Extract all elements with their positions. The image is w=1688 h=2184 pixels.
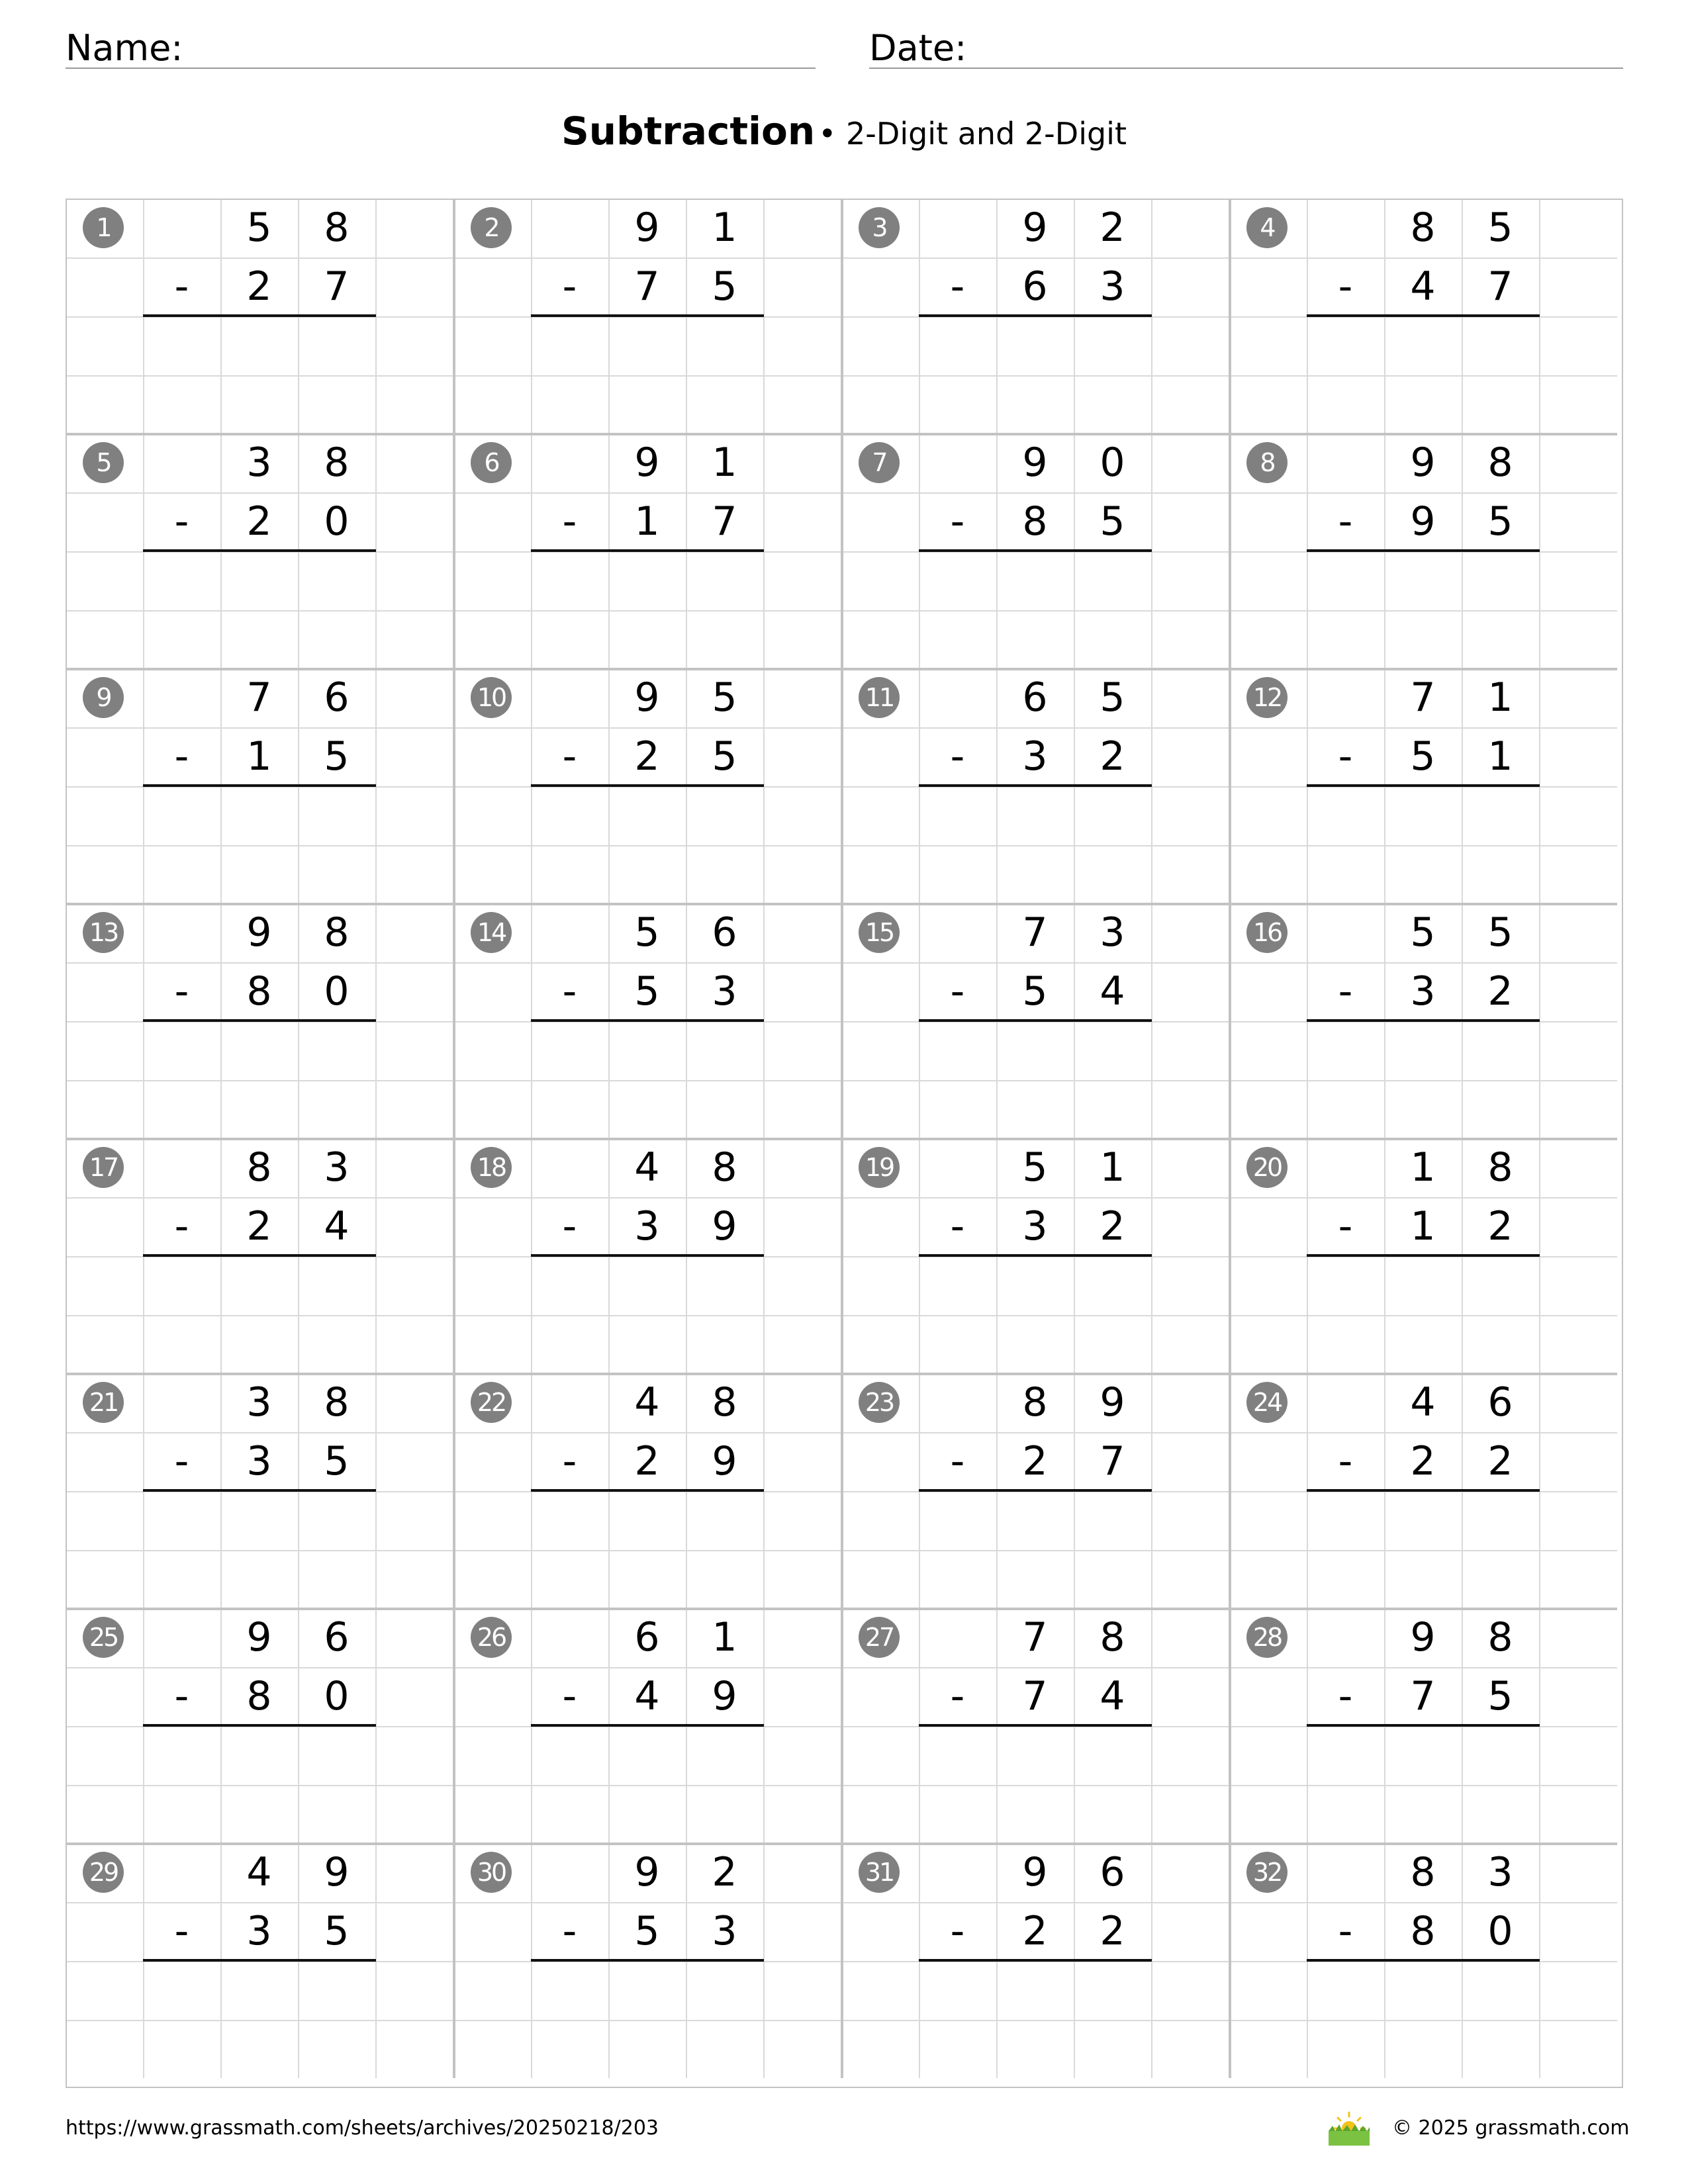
minuend-tens-digit: 3 [246, 1379, 272, 1426]
subtrahend-ones-digit: 3 [712, 1908, 737, 1954]
minuend-ones-digit: 3 [1487, 1849, 1513, 1895]
minuend-tens-digit: 4 [634, 1379, 660, 1426]
problem-8 [1229, 433, 1617, 668]
minus-sign: - [174, 968, 189, 1015]
minus-sign: - [174, 263, 189, 310]
answer-line [143, 1019, 376, 1022]
problem-number-badge: 12 [1246, 677, 1288, 718]
minuend-ones-digit: 8 [324, 909, 350, 956]
subtrahend-tens-digit: 3 [246, 1908, 272, 1954]
problem-21 [66, 1373, 453, 1608]
answer-line [919, 314, 1152, 317]
answer-line [531, 1724, 764, 1727]
name-write-line [66, 68, 816, 69]
minus-sign: - [950, 1673, 965, 1719]
problem-7 [841, 433, 1229, 668]
minuend-ones-digit: 1 [1487, 674, 1513, 721]
minuend-ones-digit: 6 [1487, 1379, 1513, 1426]
subtrahend-ones-digit: 7 [712, 498, 737, 545]
subtrahend-ones-digit: 9 [712, 1673, 737, 1719]
subtrahend-ones-digit: 2 [1487, 968, 1513, 1015]
answer-line [143, 314, 376, 317]
subtrahend-ones-digit: 3 [712, 968, 737, 1015]
problem-number-badge: 1 [83, 207, 124, 248]
minus-sign: - [1338, 1908, 1353, 1954]
subtrahend-ones-digit: 9 [712, 1203, 737, 1250]
minuend-ones-digit: 1 [712, 439, 737, 486]
subtrahend-tens-digit: 5 [634, 968, 660, 1015]
subtrahend-ones-digit: 5 [712, 733, 737, 780]
minuend-ones-digit: 8 [324, 439, 350, 486]
minuend-tens-digit: 9 [634, 674, 660, 721]
answer-line [919, 1724, 1152, 1727]
subtrahend-tens-digit: 7 [634, 263, 660, 310]
minuend-ones-digit: 3 [324, 1144, 350, 1191]
answer-line [1307, 784, 1540, 787]
subtrahend-tens-digit: 3 [1410, 968, 1436, 1015]
minus-sign: - [950, 968, 965, 1015]
minuend-ones-digit: 8 [1487, 1144, 1513, 1191]
problem-number-badge: 27 [859, 1617, 900, 1658]
answer-line [143, 784, 376, 787]
problem-number-badge: 23 [859, 1382, 900, 1423]
minus-sign: - [950, 1438, 965, 1484]
minus-sign: - [1338, 1673, 1353, 1719]
subtrahend-ones-digit: 2 [1487, 1203, 1513, 1250]
answer-line [1307, 1019, 1540, 1022]
answer-line [1307, 549, 1540, 552]
subtrahend-ones-digit: 4 [324, 1203, 350, 1250]
subtrahend-tens-digit: 3 [634, 1203, 660, 1250]
subtrahend-tens-digit: 6 [1022, 263, 1048, 310]
minuend-ones-digit: 1 [712, 205, 737, 251]
minuend-tens-digit: 9 [1410, 1614, 1436, 1661]
answer-line [143, 1489, 376, 1492]
answer-line [531, 1489, 764, 1492]
minus-sign: - [562, 498, 577, 545]
subtrahend-ones-digit: 4 [1100, 1673, 1125, 1719]
minuend-tens-digit: 1 [1410, 1144, 1436, 1191]
subtrahend-tens-digit: 8 [246, 968, 272, 1015]
minuend-tens-digit: 9 [634, 205, 660, 251]
minus-sign: - [1338, 498, 1353, 545]
minuend-tens-digit: 9 [1410, 439, 1436, 486]
minuend-ones-digit: 8 [1487, 1614, 1513, 1661]
minuend-tens-digit: 5 [1022, 1144, 1048, 1191]
answer-line [919, 1489, 1152, 1492]
problem-25 [66, 1608, 453, 1843]
answer-line [919, 1254, 1152, 1257]
date-label: Date: [869, 27, 967, 69]
minuend-ones-digit: 8 [712, 1144, 737, 1191]
problem-24 [1229, 1373, 1617, 1608]
minus-sign: - [950, 1908, 965, 1954]
problem-number-badge: 22 [471, 1382, 512, 1423]
subtrahend-ones-digit: 0 [324, 498, 350, 545]
worksheet-title [0, 105, 1688, 167]
minuend-tens-digit: 9 [1022, 1849, 1048, 1895]
minuend-tens-digit: 7 [1022, 909, 1048, 956]
minuend-ones-digit: 9 [324, 1849, 350, 1895]
subtrahend-ones-digit: 3 [1100, 263, 1125, 310]
answer-line [531, 1019, 764, 1022]
minuend-tens-digit: 9 [634, 1849, 660, 1895]
subtrahend-ones-digit: 5 [324, 733, 350, 780]
problem-6 [453, 433, 841, 668]
answer-line [919, 549, 1152, 552]
minus-sign: - [950, 1203, 965, 1250]
problem-number-badge: 24 [1246, 1382, 1288, 1423]
subtrahend-tens-digit: 2 [1022, 1438, 1048, 1484]
minuend-tens-digit: 6 [1022, 674, 1048, 721]
subtrahend-tens-digit: 3 [1022, 733, 1048, 780]
name-label: Name: [66, 27, 183, 69]
minus-sign: - [562, 1908, 577, 1954]
subtrahend-ones-digit: 7 [1487, 263, 1513, 310]
problem-number-badge: 30 [471, 1852, 512, 1893]
subtrahend-ones-digit: 0 [324, 1673, 350, 1719]
answer-line [919, 1959, 1152, 1962]
answer-line [531, 549, 764, 552]
minuend-ones-digit: 1 [712, 1614, 737, 1661]
title-subtitle: • 2-Digit and 2-Digit [818, 116, 1127, 152]
problem-5 [66, 433, 453, 668]
minuend-tens-digit: 8 [246, 1144, 272, 1191]
problem-22 [453, 1373, 841, 1608]
minuend-tens-digit: 8 [1022, 1379, 1048, 1426]
problem-number-badge: 7 [859, 442, 900, 483]
minuend-ones-digit: 6 [324, 674, 350, 721]
minuend-tens-digit: 4 [1410, 1379, 1436, 1426]
problem-2 [453, 199, 841, 433]
minuend-tens-digit: 9 [246, 909, 272, 956]
answer-line [531, 1254, 764, 1257]
subtrahend-tens-digit: 1 [246, 733, 272, 780]
problem-17 [66, 1138, 453, 1373]
subtrahend-tens-digit: 1 [634, 498, 660, 545]
problem-number-badge: 5 [83, 442, 124, 483]
problem-28 [1229, 1608, 1617, 1843]
problem-number-badge: 26 [471, 1617, 512, 1658]
problem-29 [66, 1843, 453, 2078]
answer-line [143, 549, 376, 552]
minuend-ones-digit: 9 [1100, 1379, 1125, 1426]
answer-line [1307, 1254, 1540, 1257]
title-main: Subtraction [561, 109, 816, 154]
problem-number-badge: 9 [83, 677, 124, 718]
minus-sign: - [950, 733, 965, 780]
minus-sign: - [174, 1438, 189, 1484]
minus-sign: - [1338, 968, 1353, 1015]
subtrahend-ones-digit: 5 [712, 263, 737, 310]
subtrahend-tens-digit: 5 [634, 1908, 660, 1954]
subtrahend-tens-digit: 5 [1022, 968, 1048, 1015]
minus-sign: - [174, 1203, 189, 1250]
problem-grid [66, 199, 1623, 2088]
minus-sign: - [174, 733, 189, 780]
subtrahend-ones-digit: 1 [1487, 733, 1513, 780]
minus-sign: - [950, 263, 965, 310]
minuend-tens-digit: 7 [1022, 1614, 1048, 1661]
minuend-ones-digit: 0 [1100, 439, 1125, 486]
problem-3 [841, 199, 1229, 433]
minuend-ones-digit: 2 [1100, 205, 1125, 251]
answer-line [1307, 314, 1540, 317]
problem-12 [1229, 668, 1617, 903]
answer-line [1307, 1724, 1540, 1727]
problem-31 [841, 1843, 1229, 2078]
subtrahend-tens-digit: 4 [1410, 263, 1436, 310]
problem-number-badge: 2 [471, 207, 512, 248]
problem-30 [453, 1843, 841, 2078]
subtrahend-ones-digit: 5 [1487, 1673, 1513, 1719]
subtrahend-ones-digit: 7 [1100, 1438, 1125, 1484]
problem-number-badge: 20 [1246, 1147, 1288, 1188]
subtrahend-tens-digit: 8 [246, 1673, 272, 1719]
subtrahend-ones-digit: 9 [712, 1438, 737, 1484]
subtrahend-tens-digit: 2 [246, 498, 272, 545]
grass-sun-logo-icon [1326, 2109, 1372, 2148]
problem-number-badge: 25 [83, 1617, 124, 1658]
minuend-ones-digit: 8 [324, 1379, 350, 1426]
minuend-ones-digit: 8 [712, 1379, 737, 1426]
minuend-tens-digit: 6 [634, 1614, 660, 1661]
problem-15 [841, 903, 1229, 1138]
subtrahend-ones-digit: 7 [324, 263, 350, 310]
subtrahend-ones-digit: 0 [324, 968, 350, 1015]
subtrahend-ones-digit: 5 [324, 1908, 350, 1954]
subtrahend-ones-digit: 4 [1100, 968, 1125, 1015]
minuend-tens-digit: 5 [1410, 909, 1436, 956]
minus-sign: - [1338, 263, 1353, 310]
minuend-ones-digit: 6 [324, 1614, 350, 1661]
problem-number-badge: 31 [859, 1852, 900, 1893]
problem-number-badge: 14 [471, 912, 512, 953]
minuend-ones-digit: 1 [1100, 1144, 1125, 1191]
answer-line [143, 1254, 376, 1257]
subtrahend-ones-digit: 5 [1100, 498, 1125, 545]
minus-sign: - [562, 263, 577, 310]
problem-4 [1229, 199, 1617, 433]
minuend-ones-digit: 8 [324, 205, 350, 251]
problem-number-badge: 6 [471, 442, 512, 483]
minuend-ones-digit: 5 [1100, 674, 1125, 721]
subtrahend-tens-digit: 3 [1022, 1203, 1048, 1250]
problem-9 [66, 668, 453, 903]
problem-number-badge: 11 [859, 677, 900, 718]
answer-line [143, 1724, 376, 1727]
subtrahend-tens-digit: 2 [634, 1438, 660, 1484]
problem-number-badge: 28 [1246, 1617, 1288, 1658]
minus-sign: - [1338, 1203, 1353, 1250]
subtrahend-ones-digit: 5 [324, 1438, 350, 1484]
minuend-tens-digit: 9 [1022, 205, 1048, 251]
subtrahend-tens-digit: 2 [246, 263, 272, 310]
minus-sign: - [562, 968, 577, 1015]
problem-number-badge: 10 [471, 677, 512, 718]
problem-number-badge: 29 [83, 1852, 124, 1893]
subtrahend-tens-digit: 2 [246, 1203, 272, 1250]
minuend-tens-digit: 4 [246, 1849, 272, 1895]
subtrahend-tens-digit: 9 [1410, 498, 1436, 545]
subtrahend-tens-digit: 2 [634, 733, 660, 780]
problem-number-badge: 13 [83, 912, 124, 953]
subtrahend-ones-digit: 0 [1487, 1908, 1513, 1954]
footer-copyright: © 2025 grassmath.com [1392, 2116, 1630, 2140]
minuend-tens-digit: 9 [1022, 439, 1048, 486]
answer-line [1307, 1489, 1540, 1492]
problem-20 [1229, 1138, 1617, 1373]
subtrahend-ones-digit: 2 [1100, 1908, 1125, 1954]
minus-sign: - [562, 733, 577, 780]
minus-sign: - [950, 498, 965, 545]
minuend-ones-digit: 5 [1487, 909, 1513, 956]
minuend-tens-digit: 8 [1410, 205, 1436, 251]
subtrahend-tens-digit: 4 [634, 1673, 660, 1719]
problem-23 [841, 1373, 1229, 1608]
problem-13 [66, 903, 453, 1138]
problem-11 [841, 668, 1229, 903]
subtrahend-tens-digit: 7 [1022, 1673, 1048, 1719]
problem-number-badge: 16 [1246, 912, 1288, 953]
subtrahend-tens-digit: 3 [246, 1438, 272, 1484]
answer-line [143, 1959, 376, 1962]
problem-32 [1229, 1843, 1617, 2078]
problem-1 [66, 199, 453, 433]
minuend-tens-digit: 9 [634, 439, 660, 486]
minus-sign: - [562, 1203, 577, 1250]
minuend-ones-digit: 6 [712, 909, 737, 956]
answer-line [531, 1959, 764, 1962]
problem-number-badge: 15 [859, 912, 900, 953]
minus-sign: - [1338, 733, 1353, 780]
subtrahend-tens-digit: 5 [1410, 733, 1436, 780]
subtrahend-tens-digit: 2 [1022, 1908, 1048, 1954]
minuend-ones-digit: 5 [1487, 205, 1513, 251]
problem-number-badge: 8 [1246, 442, 1288, 483]
problem-number-badge: 17 [83, 1147, 124, 1188]
subtrahend-ones-digit: 2 [1487, 1438, 1513, 1484]
problem-14 [453, 903, 841, 1138]
subtrahend-tens-digit: 7 [1410, 1673, 1436, 1719]
minuend-tens-digit: 7 [1410, 674, 1436, 721]
problem-19 [841, 1138, 1229, 1373]
minuend-tens-digit: 9 [246, 1614, 272, 1661]
subtrahend-ones-digit: 5 [1487, 498, 1513, 545]
minuend-ones-digit: 8 [1100, 1614, 1125, 1661]
minus-sign: - [174, 1673, 189, 1719]
answer-line [531, 784, 764, 787]
minuend-tens-digit: 5 [246, 205, 272, 251]
minus-sign: - [174, 498, 189, 545]
problem-18 [453, 1138, 841, 1373]
problem-16 [1229, 903, 1617, 1138]
problem-number-badge: 21 [83, 1382, 124, 1423]
problem-27 [841, 1608, 1229, 1843]
subtrahend-tens-digit: 2 [1410, 1438, 1436, 1484]
minus-sign: - [174, 1908, 189, 1954]
problem-number-badge: 19 [859, 1147, 900, 1188]
minuend-ones-digit: 8 [1487, 439, 1513, 486]
answer-line [531, 314, 764, 317]
minuend-ones-digit: 6 [1100, 1849, 1125, 1895]
minus-sign: - [562, 1673, 577, 1719]
answer-line [1307, 1959, 1540, 1962]
minuend-tens-digit: 5 [634, 909, 660, 956]
minuend-tens-digit: 4 [634, 1144, 660, 1191]
minus-sign: - [562, 1438, 577, 1484]
subtrahend-ones-digit: 2 [1100, 733, 1125, 780]
subtrahend-tens-digit: 8 [1022, 498, 1048, 545]
minus-sign: - [1338, 1438, 1353, 1484]
minuend-tens-digit: 3 [246, 439, 272, 486]
problem-number-badge: 3 [859, 207, 900, 248]
subtrahend-ones-digit: 2 [1100, 1203, 1125, 1250]
date-write-line [869, 68, 1623, 69]
minuend-tens-digit: 8 [1410, 1849, 1436, 1895]
minuend-ones-digit: 2 [712, 1849, 737, 1895]
footer-url: https://www.grassmath.com/sheets/archives/20250218/203 [66, 2116, 659, 2140]
subtrahend-tens-digit: 1 [1410, 1203, 1436, 1250]
problem-10 [453, 668, 841, 903]
problem-number-badge: 18 [471, 1147, 512, 1188]
problem-number-badge: 4 [1246, 207, 1288, 248]
answer-line [919, 784, 1152, 787]
answer-line [919, 1019, 1152, 1022]
problem-number-badge: 32 [1246, 1852, 1288, 1893]
problem-26 [453, 1608, 841, 1843]
minuend-ones-digit: 3 [1100, 909, 1125, 956]
minuend-tens-digit: 7 [246, 674, 272, 721]
minuend-ones-digit: 5 [712, 674, 737, 721]
subtrahend-tens-digit: 8 [1410, 1908, 1436, 1954]
